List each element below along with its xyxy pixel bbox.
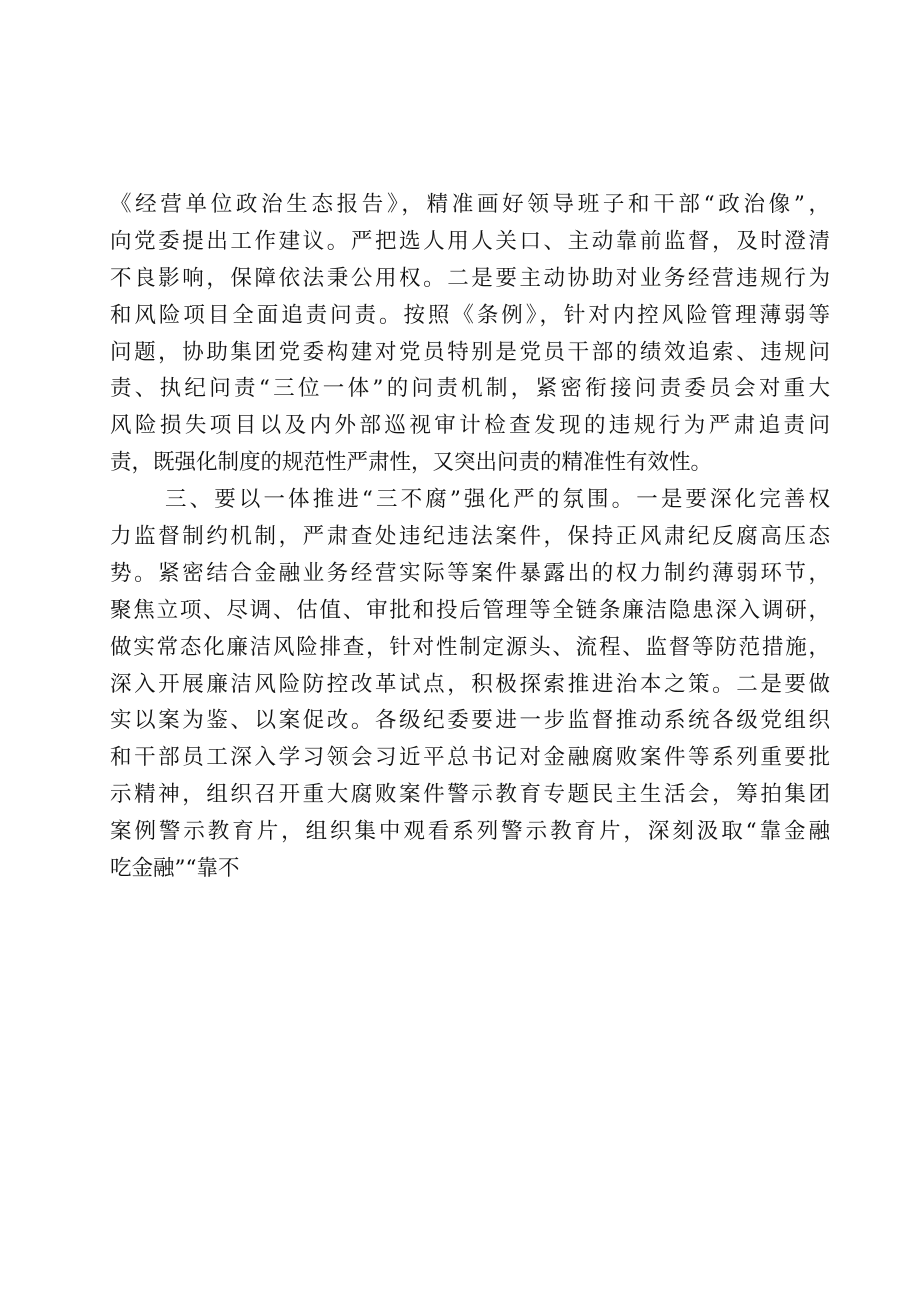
text-line-18: 案例警示教育片，组织集中观看系列警示教育片，深刻汲取“靠金融 xyxy=(110,819,830,845)
text-line-4: 和风险项目全面追责问责。按照《条例》，针对内控风险管理薄弱等 xyxy=(110,302,830,328)
text-line-15: 实以案为鉴、以案促改。各级纪委要进一步监督推动系统各级党组织 xyxy=(110,708,830,734)
text-line-17: 示精神，组织召开重大腐败案件警示教育专题民主生活会，筹拍集团 xyxy=(110,782,830,808)
body-text xyxy=(110,187,830,888)
text-line-5: 问题，协助集团党委构建对党员特别是党员干部的绩效追索、违规问 xyxy=(110,339,830,365)
text-line-11: 势。紧密结合金融业务经营实际等案件暴露出的权力制约薄弱环节， xyxy=(110,560,830,586)
text-line-14: 深入开展廉洁风险防控改革试点，积极探索推进治本之策。二是要做 xyxy=(110,671,830,697)
text-line-16: 和干部员工深入学习领会习近平总书记对金融腐败案件等系列重要批 xyxy=(110,745,830,771)
text-line-3: 不良影响，保障依法秉公用权。二是要主动协助对业务经营违规行为 xyxy=(110,265,830,291)
text-line-19: 吃金融”“靠不 xyxy=(110,856,240,882)
text-line-12: 聚焦立项、尽调、估值、审批和投后管理等全链条廉洁隐患深入调研， xyxy=(110,597,830,623)
text-line-8: 责，既强化制度的规范性严肃性，又突出问责的精准性有效性。 xyxy=(110,450,713,476)
text-line-13: 做实常态化廉洁风险排查，针对性制定源头、流程、监督等防范措施， xyxy=(110,634,830,660)
text-line-10: 力监督制约机制，严肃查处违纪违法案件，保持正风肃纪反腐高压态 xyxy=(110,524,830,550)
text-line-6: 责、执纪问责“三位一体”的问责机制，紧密衔接问责委员会对重大 xyxy=(110,376,830,402)
text-line-1: 《经营单位政治生态报告》，精准画好领导班子和干部“政治像”， xyxy=(110,192,830,217)
text-line-7: 风险损失项目以及内外部巡视审计检查发现的违规行为严肃追责问 xyxy=(110,413,830,439)
text-line-2: 向党委提出工作建议。严把选人用人关口、主动靠前监督，及时澄清 xyxy=(110,228,830,254)
section-heading-line: 三、要以一体推进“三不腐”强化严的氛围。一是要深化完善权 xyxy=(165,487,830,513)
